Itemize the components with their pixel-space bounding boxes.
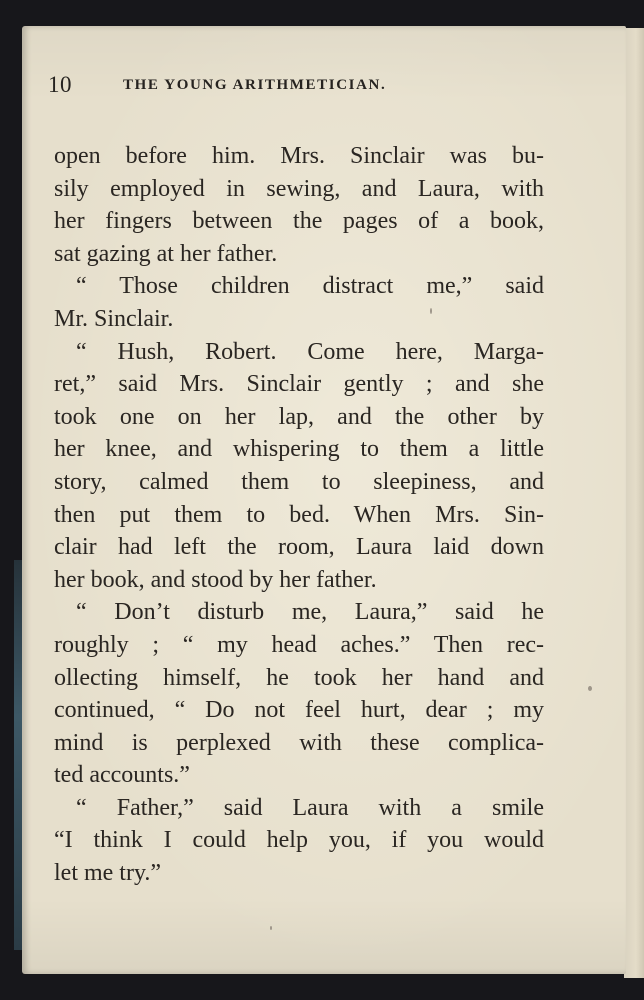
- book-cover-edge: [14, 560, 22, 950]
- paper-speck: [588, 686, 592, 691]
- paper-speck: [270, 926, 272, 930]
- text-line: ollecting himself, he took her hand and: [54, 664, 544, 691]
- text-line: sily employed in sewing, and Laura, with: [54, 175, 544, 202]
- running-header: [48, 72, 568, 102]
- text-line: continued, “ Do not feel hurt, dear ; my: [54, 697, 544, 724]
- text-line: “ Hush, Robert. Come here, Marga-: [76, 338, 544, 365]
- text-line: story, calmed them to sleepiness, and: [54, 468, 544, 495]
- text-line: Mr. Sinclair.: [54, 305, 174, 332]
- book-title: THE YOUNG ARITHMETICIAN.: [123, 77, 387, 93]
- paper-speck: [430, 308, 432, 314]
- text-line: let me try.”: [54, 860, 162, 887]
- text-line: took one on her lap, and the other by: [54, 403, 544, 430]
- text-line: ted accounts.”: [54, 762, 190, 789]
- facing-page-edge: [624, 28, 644, 978]
- text-line: clair had left the room, Laura laid down: [54, 534, 544, 561]
- text-line: her book, and stood by her father.: [54, 566, 377, 593]
- page-number: 10: [48, 72, 72, 97]
- text-line: open before him. Mrs. Sinclair was bu-: [54, 143, 544, 169]
- text-line: her knee, and whispering to them a little: [54, 436, 544, 463]
- text-line: “ Don’t disturb me, Laura,” said he: [76, 599, 544, 626]
- text-line: roughly ; “ my head aches.” Then rec-: [54, 631, 544, 658]
- text-line: “ Those children distract me,” said: [76, 273, 544, 300]
- text-line: her fingers between the pages of a book,: [54, 208, 544, 235]
- text-line: “I think I could help you, if you would: [54, 827, 544, 854]
- text-line: sat gazing at her father.: [54, 240, 278, 267]
- text-line: then put them to bed. When Mrs. Sin-: [54, 501, 544, 528]
- text-line: mind is perplexed with these complica-: [54, 729, 544, 756]
- text-line: “ Father,” said Laura with a smile: [76, 794, 544, 821]
- body-text: [54, 140, 544, 890]
- text-line: ret,” said Mrs. Sinclair gently ; and she: [54, 371, 544, 398]
